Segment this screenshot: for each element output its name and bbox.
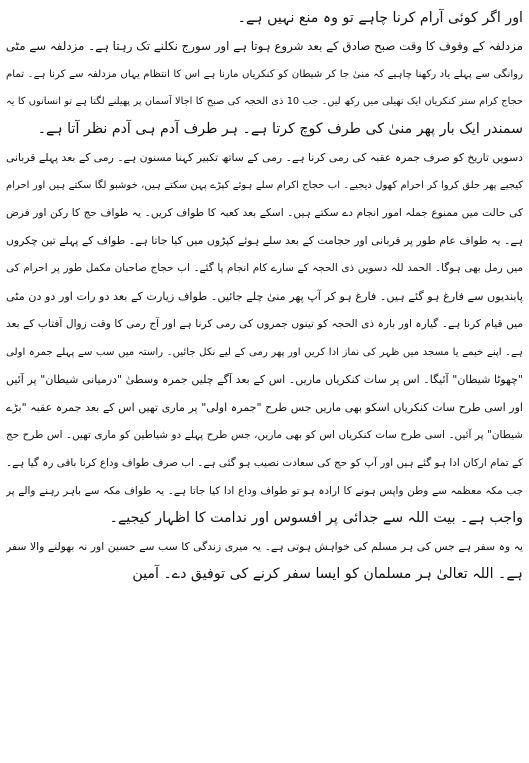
text-line: شیطان" پر آئیں۔ اسی طرح سات کنکریاں اس کو بھی ماریں، جس طرح پہلے دو شیاطین کو ماری تھیں۔ اس طرح حج [6, 428, 523, 441]
text-line: کی حالت میں ممنوع جملہ امور انجام دے سکتے ہیں۔ اسکے بعد کعبہ کا طواف کریں۔ یہ طواف حج کا رکن اور فرض [6, 206, 523, 219]
text-line: یہ وہ سفر ہے جس کی ہر مسلم کی خواہش ہوتی ہے۔ یہ میری زندگی کا سب سے حسین اور نہ بھولنے والا سفر [6, 540, 523, 554]
text-line: مزدلفہ کے وقوف کا وقت صبح صادق کے بعد شروع ہوتا ہے اور سورج نکلنے تک رہتا ہے۔ مزدلفہ سے مٹی [6, 38, 523, 53]
text-line: ہے۔ یہ طواف عام طور پر قربانی اور حجامت کے بعد سلے ہوئے کپڑوں میں کیا جاتا ہے۔ طواف کے پہلے تین چکروں [6, 234, 523, 248]
text-line: دسویں تاریخ کو صرف جمرہ عقبہ کی رمی کرنا ہے۔ رمی کے ساتھ تکبیر کہنا مسنون ہے۔ رمی کے بعد پہلے قربانی [6, 150, 523, 164]
urdu-text-body [6, 5, 523, 589]
text-line: میں قیام کرنا ہے۔ گیارہ اور بارہ ذی الحجہ کو تینوں جمروں کی رمی کرنا ہے اور آج رمی کا وقت زوال آفتاب کے بعد [6, 317, 523, 330]
text-line: "چھوٹا شیطان" آئیگا۔ اس پر سات کنکریاں ماریں۔ اس کے بعد آگے چلیں جمرہ وسطیٰ "درمیانی شیطان" پر آئیں [6, 373, 523, 387]
text-line: جب مکہ معظمہ سے وطن واپس ہونے کا ارادہ ہو تو طواف وداع ادا کیا جاتا ہے۔ یہ طواف مکہ سے باہر رہنے والے پر [6, 484, 523, 497]
text-line: پابندیوں سے فارغ ہو گئے ہیں۔ فارغ ہو کر آپ پھر منیٰ چلے جائیں۔ طواف زیارت کے بعد دو رات اور دو دن مٹی [6, 289, 523, 303]
text-line: حجاج کرام ستر کنکریاں ایک تھیلی میں رکھ لیں۔ جب 10 ذی الحجہ کی صبح کا اجالا آسمان پر پھیلنے لگتا ہے تو انسانوں کا یہ [6, 96, 523, 108]
text-line: ہے۔ اللہ تعالیٰ ہر مسلمان کو ایسا سفر کرنے کی توفیق دے۔ آمین [132, 565, 523, 582]
text-line: میں رمل بھی ہوگا۔ الحمد للہ دسویں ذی الحجہ کے سارے کام انجام پا گئے۔ اب حجاج صاحبان مکمل طور پر احرام کی [6, 262, 523, 275]
text-line: کے تمام ارکان ادا ہو گئے ہیں اور آپ کو حج کی سعادت نصیب ہو گئی ہے۔ اب صرف طواف وداع کرنا باقی رہ گیا ہے۔ [6, 456, 523, 469]
text-line: سمندر ایک بار پھر منیٰ کی طرف کوچ کرتا ہے۔ ہر طرف آدم ہی آدم نظر آتا ہے۔ [37, 121, 523, 138]
text-line: واجب ہے۔ بیت اللہ سے جدائی پر افسوس اور ندامت کا اظہار کیجیے۔ [109, 510, 523, 527]
text-line: روانگی سے پہلے یاد رکھنا چاہیے کہ منیٰ جا کر شیطان کو کنکریاں مارنا ہے اس کا انتظام یہاں مزدلفہ سے کرنا ہے۔ تمام [6, 68, 523, 80]
text-line: کیجیے پھر حلق کروا کر احرام کھول دیجیے۔ اب حجاج اکرام سلے ہوئے کپڑے پہن سکتے ہیں، خوشبو لگا سکتے ہیں اور احرام [6, 179, 523, 191]
text-line: ہے۔ اپنے خیمے یا مسجد میں ظہر کی نماز ادا کریں اور پھر رمی کے لیے نکل جائیں۔ راستہ میں سب سے پہلے جمرہ اولی [6, 346, 523, 358]
text-line: اور اگر کوئی آرام کرنا چاہے تو وہ منع نہیں ہے۔ [237, 10, 523, 26]
text-line: اور اسی طرح سات کنکریاں اسکو بھی ماریں جس طرح "جمرہ اولی" پر ماری تھیں اس کے بعد جمرہ عقبہ "بڑے [6, 401, 523, 415]
